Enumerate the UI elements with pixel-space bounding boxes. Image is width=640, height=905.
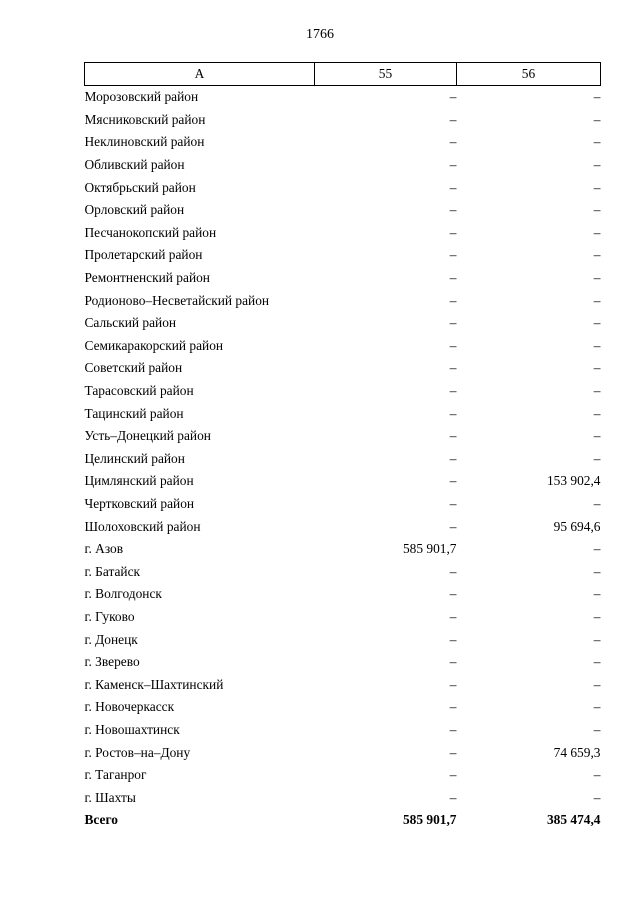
row-value-56-cell: – [593,224,601,240]
row-name-cell: г. Азов [84,541,124,557]
row-value-55-cell: – [449,179,457,195]
table-row [85,719,601,742]
table-row [85,651,601,674]
row-name-cell: г. Каменск–Шахтинский [84,676,224,692]
row-value-55-cell: – [449,608,457,624]
row-name-cell: Сальский район [84,315,177,331]
table-row [85,764,601,787]
row-value-55-cell: – [449,383,457,399]
table-row [85,289,601,312]
row-value-56-cell: – [593,654,601,670]
table-row [85,380,601,403]
table-body [85,86,601,810]
row-value-55-cell: – [449,428,457,444]
row-value-56-cell: – [593,495,601,511]
row-name-cell: Песчанокопский район [84,224,217,240]
row-value-56-cell: 153 902,4 [546,473,601,489]
table-row [85,335,601,358]
row-value-56-cell: – [593,608,601,624]
table-row [85,154,601,177]
page-number: 1766 [306,27,334,42]
total-label: Всего [84,812,118,828]
row-name-cell: г. Таганрог [84,767,147,783]
row-name-cell: Целинский район [84,450,185,466]
row-value-56-cell: – [593,450,601,466]
row-value-55-cell: – [449,721,457,737]
row-value-55-cell: – [449,676,457,692]
row-value-55-cell: – [449,586,457,602]
table-row [85,470,601,493]
row-value-56-cell: – [593,157,601,173]
report-table [84,62,601,832]
row-value-55-cell: – [449,450,457,466]
row-value-55-cell: – [449,495,457,511]
row-value-55-cell: – [449,789,457,805]
row-value-55-cell: 585 901,7 [402,541,457,557]
row-name-cell: г. Новочеркасск [84,699,175,715]
row-name-cell: Тацинский район [84,405,184,421]
total-value-55: 585 901,7 [402,812,457,828]
row-value-56-cell: – [593,563,601,579]
table-header-row [85,63,601,86]
row-value-55-cell: – [449,224,457,240]
row-value-55-cell: – [449,315,457,331]
row-value-56-cell: – [593,202,601,218]
row-name-cell: Обливский район [84,157,185,173]
row-value-56-cell: – [593,337,601,353]
row-value-55-cell: – [449,292,457,308]
row-value-56-cell: – [593,789,601,805]
row-value-56-cell: – [593,699,601,715]
row-value-56-cell: – [593,767,601,783]
table-row [85,606,601,629]
row-name-cell: Чертковский район [84,495,195,511]
row-name-cell: Родионово–Несветайский район [84,292,270,308]
row-value-56-cell: 74 659,3 [553,744,601,760]
row-value-55-cell: – [449,518,457,534]
table-row [85,515,601,538]
table-row [85,267,601,290]
row-value-56-cell: – [593,179,601,195]
row-name-cell: г. Гуково [84,608,135,624]
row-name-cell: Мясниковский район [84,111,206,127]
row-name-cell: Пролетарский район [84,247,203,263]
row-name-cell: Октябрьский район [84,179,196,195]
row-value-55-cell: – [449,247,457,263]
table-row [85,583,601,606]
row-name-cell: г. Шахты [84,789,136,805]
row-value-55-cell: – [449,473,457,489]
row-value-56-cell: – [593,586,601,602]
row-value-56-cell: – [593,721,601,737]
table-row [85,696,601,719]
table-row [85,493,601,516]
table-row [85,673,601,696]
row-value-55-cell: – [449,767,457,783]
table-row [85,222,601,245]
column-header-a: А [85,63,315,86]
row-value-55-cell: – [449,111,457,127]
total-value-56: 385 474,4 [546,812,601,828]
row-name-cell: Усть–Донецкий район [84,428,211,444]
row-value-56-cell: – [593,134,601,150]
row-value-56-cell: – [593,292,601,308]
row-name-cell: г. Батайск [84,563,141,579]
row-name-cell: г. Новошахтинск [84,721,180,737]
row-value-56-cell: 95 694,6 [553,518,601,534]
row-value-55-cell: – [449,744,457,760]
row-name-cell: г. Ростов–на–Дону [84,744,191,760]
table-row [85,176,601,199]
row-value-55-cell: – [449,405,457,421]
row-name-cell: Семикаракорский район [84,337,224,353]
row-value-56-cell: – [593,676,601,692]
row-value-56-cell: – [593,631,601,647]
row-value-56-cell: – [593,360,601,376]
table-row [85,357,601,380]
row-name-cell: Морозовский район [84,89,199,105]
row-value-55-cell: – [449,337,457,353]
table-row [85,109,601,132]
row-name-cell: Цимлянский район [84,473,194,489]
row-value-55-cell: – [449,270,457,286]
row-name-cell: Неклиновский район [84,134,205,150]
table-row [85,402,601,425]
row-name-cell: г. Зверево [84,654,140,670]
row-value-55-cell: – [449,654,457,670]
row-value-55-cell: – [449,157,457,173]
row-value-56-cell: – [593,89,601,105]
row-value-56-cell: – [593,247,601,263]
table-row [85,628,601,651]
row-value-56-cell: – [593,428,601,444]
row-value-55-cell: – [449,134,457,150]
row-value-56-cell: – [593,270,601,286]
row-name-cell: г. Волгодонск [84,586,162,602]
row-name-cell: Советский район [84,360,183,376]
row-value-55-cell: – [449,563,457,579]
row-value-56-cell: – [593,405,601,421]
table-row [85,560,601,583]
table-row [85,199,601,222]
column-header-56: 56 [457,63,601,86]
table-row [85,131,601,154]
table-row [85,448,601,471]
table-row [85,86,601,109]
row-name-cell: Орловский район [84,202,185,218]
row-value-55-cell: – [449,631,457,647]
row-value-55-cell: – [449,202,457,218]
row-value-56-cell: – [593,383,601,399]
table-row [85,786,601,809]
row-value-55-cell: – [449,699,457,715]
row-name-cell: г. Донецк [84,631,138,647]
row-value-56-cell: – [593,315,601,331]
row-name-cell: Тарасовский район [84,383,194,399]
row-value-56-cell: – [593,111,601,127]
row-name-cell: Шолоховский район [84,518,201,534]
table-row [85,244,601,267]
row-value-55-cell: – [449,360,457,376]
row-value-55-cell: – [449,89,457,105]
row-name-cell: Ремонтненский район [84,270,210,286]
table-row [85,741,601,764]
column-header-55: 55 [315,63,457,86]
row-value-56-cell: – [593,541,601,557]
table-row [85,312,601,335]
table-row [85,425,601,448]
total-row [85,809,601,832]
table-row [85,538,601,561]
